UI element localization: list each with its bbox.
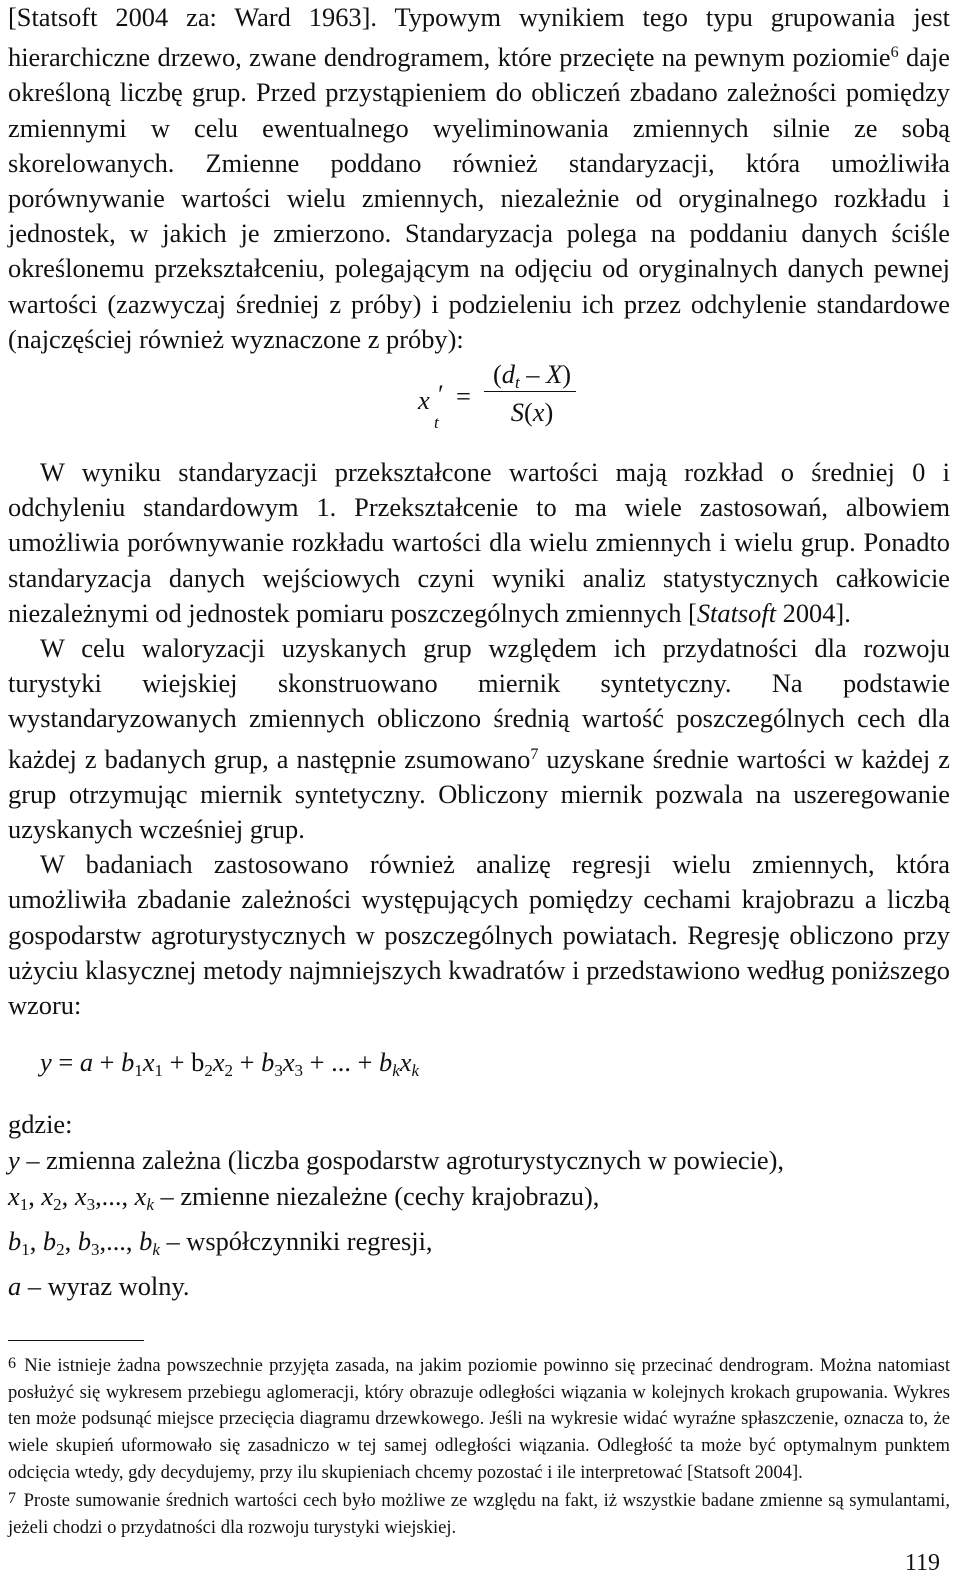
citation-statsoft: Statsoft: [696, 597, 777, 628]
paragraph-2-text: W wyniku standaryzacji przekształcone wartości mają rozkład o średniej 0 i odchyleniu standardowym 1. Przekształcenie to ma wiele zastosowań, albowiem umożliwia porównywanie rozkładu wartości dla wielu zmiennych i wielu grup. Ponadto standaryzacja danych wejściowych czyni wyniki analiz statystycznych całkowicie niezależnymi od jednostek pomiaru poszczególnych zmiennych [: [8, 457, 950, 628]
footnote-7: [8, 1486, 950, 1541]
standardization-formula: [8, 357, 950, 455]
definition-y-text: – zmienna zależna (liczba gospodarstw agroturystycznych w powiecie),: [26, 1145, 785, 1176]
definition-b: $b_1$, $b_2$, $b_3$,..., $b_k$ – współczynniki regresji,: [8, 1226, 433, 1260]
definitions-intro: gdzie:: [8, 1109, 73, 1140]
definition-b-text: – współczynniki regresji,: [166, 1226, 433, 1257]
footnote-ref-6: 6: [890, 44, 899, 62]
paragraph-3-text: W celu waloryzacji uzyskanych grup względem ich przydatności dla rozwoju turystyki wiejskiej skonstruowano miernik syntetyczny. Na podstawie wystandaryzowanych zmiennych obliczono średnią wartość poszczególnych cech dla każdej z badanych grup, a następnie zsumowano: [8, 633, 950, 774]
paragraph-2: [8, 455, 950, 631]
formula-numerator: $(d_t - X)$: [492, 359, 572, 393]
formula-lhs: [418, 379, 444, 433]
formula-lhs-sub: t: [434, 413, 439, 433]
footnote-7-number: 7: [8, 1490, 16, 1508]
variable-definitions: [8, 1106, 950, 1304]
formula-equals: =: [456, 381, 471, 412]
definition-a-text: – wyraz wolny.: [27, 1271, 190, 1302]
paragraph-1-text: [Statsoft 2004 za: Ward 1963]. Typowym wynikiem tego typu grupowania jest hierarchiczne drzewo, zwane dendrogramem, które przecięte na pewnym poziomie: [8, 2, 950, 73]
main-text: [8, 0, 950, 1023]
definition-a: a – wyraz wolny.: [8, 1271, 190, 1302]
paragraph-1: [8, 0, 950, 357]
paragraph-1-continuation: daje określoną liczbę grup. Przed przystąpieniem do obliczeń zbadano zależności pomiędzy zmiennymi w celu ewentualnego wyeliminowania zmiennych silnie ze sobą skorelowanych. Zmienne poddano również standaryzacji, która umożliwiła porównywanie wartości wielu zmiennych, niezależnie od oryginalnego rozkładu i jednostek, w jakich je zmierzono. Standaryzacja polega na poddaniu danych ściśle określonemu przekształceniu, polegającym na odjęciu od oryginalnych danych pewnej wartości (zazwyczaj średniej z próby) i podzieleniu ich przez odchylenie standardowe (najczęściej również wyznaczone z próby):: [8, 42, 950, 354]
footnotes: [8, 1351, 950, 1541]
footnote-ref-7: 7: [530, 745, 539, 763]
definition-x: $x_1$, $x_2$, $x_3$,..., $x_k$ – zmienne niezależne (cechy krajobrazu),: [8, 1181, 600, 1215]
paragraph-2-end: 2004].: [776, 597, 851, 628]
footnote-divider: [8, 1340, 144, 1341]
fraction-bar: [484, 391, 576, 392]
definition-y: y – zmienna zależna (liczba gospodarstw agroturystycznych w powiecie),: [8, 1145, 785, 1176]
document-page: [8, 0, 950, 1587]
footnote-6-text: Nie istnieje żadna powszechnie przyjęta zasada, na jakim poziomie powinno się przecinać dendrogram. Można natomiast posłużyć się wykresem przebiegu aglomeracji, który obrazuje odległości wiązania w kolejnych krokach grupowania. Wykres ten może podsunąć miejsce przecięcia diagramu drzewkowego. Jeśli na wykresie widać wyraźne spłaszczenie, oznacza to, że wiele skupień uformowało się zasadniczo w tej samej odległości wiązania. Odległość ta może być optymalnym punktem odcięcia wtedy, gdy decydujemy, przy ilu skupieniach chcemy pozostać i ile interpretować [Statsoft 2004].: [8, 1355, 950, 1483]
regression-formula: $y = a + b_1x_1 + b_2x_2 + b_3x_3$ + ... + $b_kx_k$: [40, 1047, 420, 1081]
footnote-6-number: 6: [8, 1355, 16, 1373]
paragraph-4: W badaniach zastosowano również analizę regresji wielu zmiennych, która umożliwiła zbadanie zależności występujących pomiędzy cechami krajobrazu a liczbą gospodarstw agroturystycznych w poszczególnych powiatach. Regresję obliczono przy użyciu klasycznej metody najmniejszych kwadratów i przedstawiono według poniższego wzoru:: [8, 849, 950, 1021]
paragraph-3: [8, 631, 950, 847]
formula-denominator: S(x): [510, 397, 554, 428]
footnote-7-text: Proste sumowanie średnich wartości cech było możliwe ze względu na fakt, iż wszystkie badane zmienne są symulantami, jeżeli chodzi o przydatności dla rozwoju turystyki wiejskiej.: [8, 1490, 950, 1538]
formula-lhs-var: x: [418, 385, 430, 416]
footnote-6: [8, 1351, 950, 1486]
definition-x-text: – zmienne niezależne (cechy krajobrazu),: [160, 1181, 600, 1212]
formula-lhs-prime: ′: [438, 379, 444, 410]
paragraph-3-continuation: uzyskane średnie wartości w każdej z grup otrzymując miernik syntetyczny. Obliczony miernik pozwala na uszeregowanie uzyskanych wcześniej grup.: [8, 743, 950, 845]
page-number: 119: [904, 1550, 940, 1576]
